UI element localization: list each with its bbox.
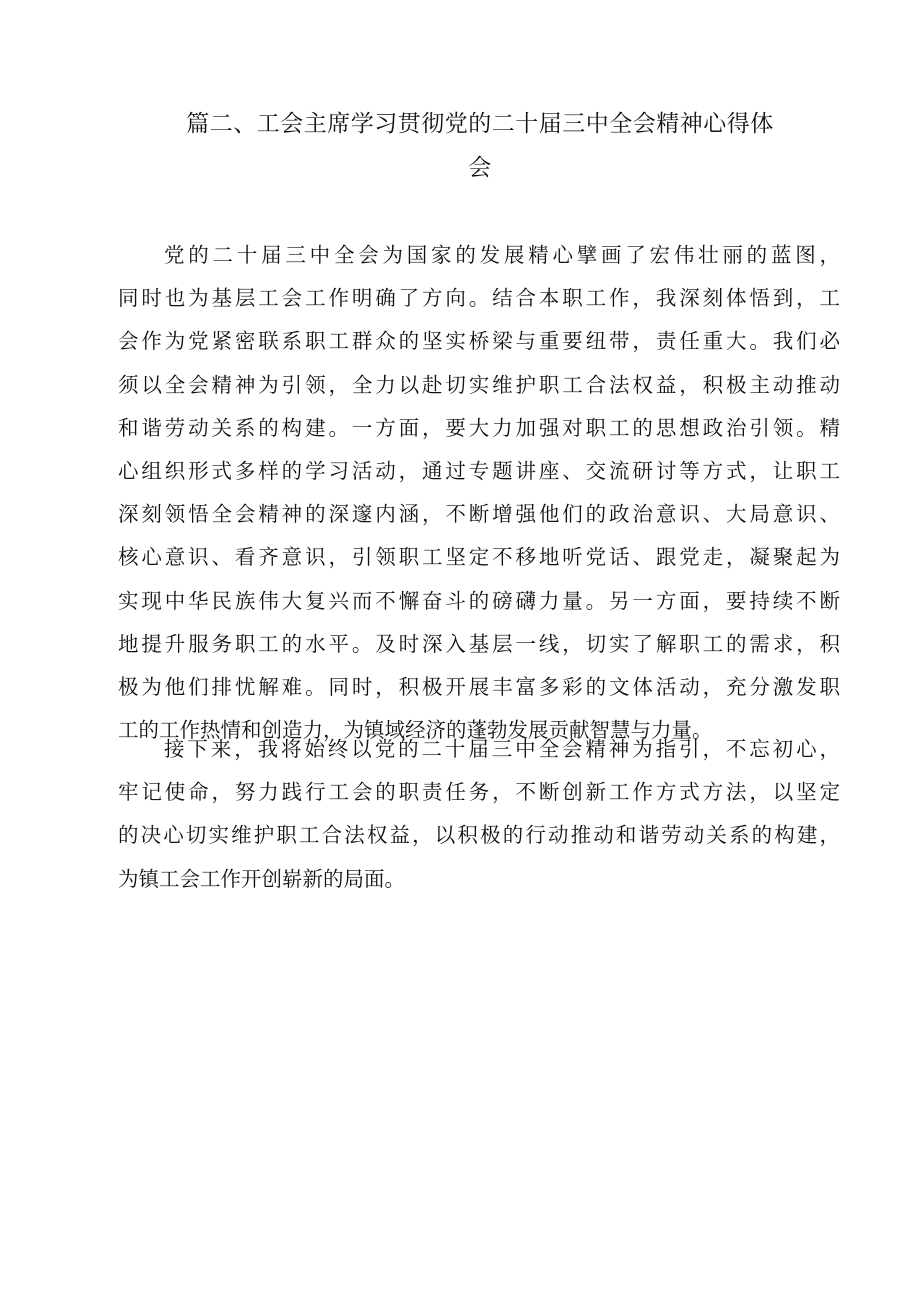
paragraph-line: 心组织形式多样的学习活动，通过专题讲座、交流研讨等方式，让职工 — [118, 458, 840, 483]
paragraph-line: 深刻领悟全会精神的深邃内涵，不断增强他们的政治意识、大局意识、 — [118, 502, 840, 527]
paragraph-line: 会作为党紧密联系职工群众的坚实桥梁与重要纽带，责任重大。我们必 — [118, 329, 840, 354]
paragraph-line: 牢记使命，努力践行工会的职责任务，不断创新工作方式方法，以坚定 — [118, 780, 840, 805]
body-paragraph-2 — [118, 728, 840, 901]
paragraph-line: 工的工作热情和创造力，为镇域经济的蓬勃发展贡献智慧与力量。 — [118, 718, 713, 743]
paragraph-line: 核心意识、看齐意识，引领职工坚定不移地听党话、跟党走，凝聚起为 — [118, 545, 840, 570]
paragraph-line: 的决心切实维护职工合法权益，以积极的行动推动和谐劳动关系的构建， — [118, 823, 840, 848]
paragraph-line: 为镇工会工作开创崭新的局面。 — [118, 866, 405, 891]
document-title-line-2: 会 — [468, 155, 492, 181]
paragraph-line: 须以全会精神为引领，全力以赴切实维护职工合法权益，积极主动推动 — [118, 372, 840, 397]
paragraph-line: 地提升服务职工的水平。及时深入基层一线，切实了解职工的需求，积 — [118, 631, 840, 656]
paragraph-line: 党的二十届三中全会为国家的发展精心擘画了宏伟壮丽的蓝图， — [164, 243, 840, 267]
body-paragraph-1 — [118, 234, 840, 752]
paragraph-line: 和谐劳动关系的构建。一方面，要大力加强对职工的思想政治引领。精 — [118, 415, 840, 440]
paragraph-line: 实现中华民族伟大复兴而不懈奋斗的磅礴力量。另一方面，要持续不断 — [118, 588, 840, 613]
paragraph-line: 同时也为基层工会工作明确了方向。结合本职工作，我深刻体悟到，工 — [118, 286, 840, 311]
paragraph-line: 极为他们排忧解难。同时，积极开展丰富多彩的文体活动，充分激发职 — [118, 674, 840, 699]
document-title-line-1: 篇二、工会主席学习贯彻党的二十届三中全会精神心得体 — [186, 111, 774, 137]
paragraph-line: 接下来，我将始终以党的二十届三中全会精神为指引，不忘初心， — [164, 737, 840, 761]
